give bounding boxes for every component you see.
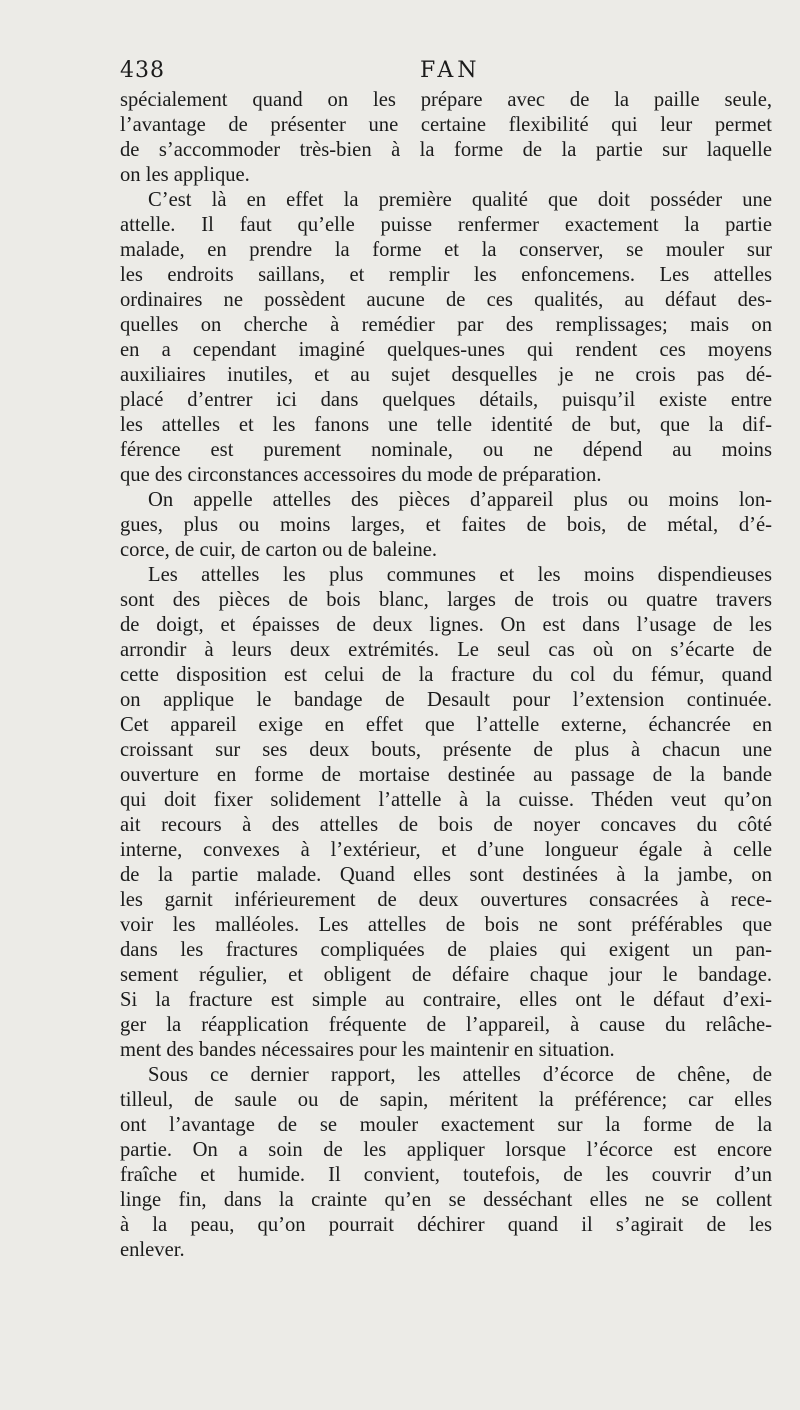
text-line: férence est purement nominale, ou ne dépend au moins [120, 439, 772, 461]
text-line: dans les fractures compliquées de plaies qui exigent un pan- [120, 939, 772, 961]
text-line: gues, plus ou moins larges, et faites de bois, de métal, d’é- [120, 514, 772, 536]
text-line: de s’accommoder très-bien à la forme de la partie sur laquelle [120, 139, 772, 161]
text-line: Sous ce dernier rapport, les attelles d’écorce de chêne, de [148, 1064, 772, 1086]
text-line: les endroits saillans, et remplir les enfoncemens. Les attelles [120, 264, 772, 286]
text-line: ger la réapplication fréquente de l’appareil, à cause du relâche- [120, 1014, 772, 1036]
text-line: ont l’avantage de se mouler exactement sur la forme de la [120, 1114, 772, 1136]
text-line: partie. On a soin de les appliquer lorsque l’écorce est encore [120, 1139, 772, 1161]
text-line: On appelle attelles des pièces d’appareil plus ou moins lon- [148, 489, 772, 511]
paragraph [120, 488, 772, 563]
text-line: Cet appareil exige en effet que l’attelle externe, échancrée en [120, 714, 772, 736]
text-line: linge fin, dans la crainte qu’en se desséchant elles ne se collent [120, 1189, 772, 1211]
text-line: de doigt, et épaisses de deux lignes. On est dans l’usage de les [120, 614, 772, 636]
text-line: l’avantage de présenter une certaine flexibilité qui leur permet [120, 114, 772, 136]
text-line: spécialement quand on les prépare avec de la paille seule, [120, 89, 772, 111]
text-line: placé d’entrer ici dans quelques détails, puisqu’il existe entre [120, 389, 772, 411]
text-line: corce, de cuir, de carton ou de baleine. [120, 539, 438, 561]
text-line: malade, en prendre la forme et la conserver, se mouler sur [120, 239, 772, 261]
text-line: Les attelles les plus communes et les moins dispendieuses [148, 564, 772, 586]
text-line: fraîche et humide. Il convient, toutefois, de les couvrir d’un [120, 1164, 772, 1186]
text-line: attelle. Il faut qu’elle puisse renfermer exactement la partie [120, 214, 772, 236]
text-line: qui doit fixer solidement l’attelle à la cuisse. Théden veut qu’on [120, 789, 772, 811]
text-line: les garnit inférieurement de deux ouvertures consacrées à rece- [120, 889, 772, 911]
text-line: enlever. [120, 1239, 185, 1261]
text-line: à la peau, qu’on pourrait déchirer quand il s’agirait de les [120, 1214, 772, 1236]
text-line: on applique le bandage de Desault pour l’extension continuée. [120, 689, 772, 711]
text-line: on les applique. [120, 164, 250, 186]
text-line: sont des pièces de bois blanc, larges de trois ou quatre travers [120, 589, 772, 611]
text-line: ait recours à des attelles de bois de noyer concaves du côté [120, 814, 772, 836]
text-line: en a cependant imaginé quelques-unes qui rendent ces moyens [120, 339, 772, 361]
paragraph [120, 188, 772, 488]
text-line: quelles on cherche à remédier par des remplissages; mais on [120, 314, 772, 336]
text-line: C’est là en effet la première qualité que doit posséder une [148, 189, 772, 211]
paragraph [120, 1063, 772, 1263]
text-line: ment des bandes nécessaires pour les maintenir en situation. [120, 1039, 615, 1061]
paragraph [120, 88, 772, 188]
page-header [120, 58, 770, 90]
text-line: interne, convexes à l’extérieur, et d’une longueur égale à celle [120, 839, 772, 861]
text-line: voir les malléoles. Les attelles de bois ne sont préférables que [120, 914, 772, 936]
paragraph [120, 563, 772, 1063]
text-line: cette disposition est celui de la fracture du col du fémur, quand [120, 664, 772, 686]
text-line: de la partie malade. Quand elles sont destinées à la jambe, on [120, 864, 772, 886]
text-line: croissant sur ses deux bouts, présente de plus à chacun une [120, 739, 772, 761]
text-line: ordinaires ne possèdent aucune de ces qualités, au défaut des- [120, 289, 772, 311]
text-line: que des circonstances accessoires du mode de préparation. [120, 464, 602, 486]
running-head: FAN [420, 58, 481, 83]
text-line: tilleul, de saule ou de sapin, méritent la préférence; car elles [120, 1089, 772, 1111]
body-text [120, 88, 772, 1263]
text-line: ouverture en forme de mortaise destinée au passage de la bande [120, 764, 772, 786]
text-line: les attelles et les fanons une telle identité de but, que la dif- [120, 414, 772, 436]
text-line: arrondir à leurs deux extrémités. Le seul cas où on s’écarte de [120, 639, 772, 661]
text-line: sement régulier, et obligent de défaire chaque jour le bandage. [120, 964, 772, 986]
text-line: Si la fracture est simple au contraire, elles ont le défaut d’exi- [120, 989, 772, 1011]
text-line: auxiliaires inutiles, et au sujet desquelles je ne crois pas dé- [120, 364, 772, 386]
page-number: 438 [120, 58, 165, 83]
